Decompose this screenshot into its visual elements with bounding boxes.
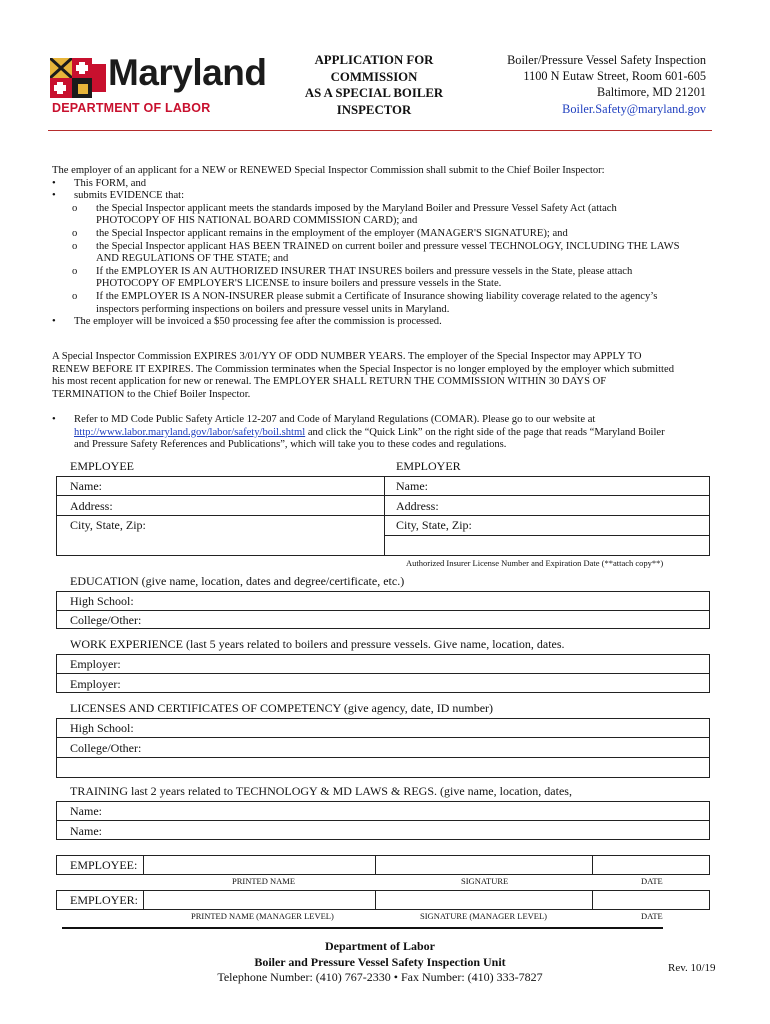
form-title: APPLICATION FOR COMMISSION AS A SPECIAL BOILER INSPECTOR [304,53,444,117]
footer-contact: Telephone Number: (410) 767-2330 • Fax Number: (410) 333-7827 [217,970,543,984]
employee-printed-name-field[interactable] [148,858,370,873]
licenses-extra-field[interactable] [70,760,700,776]
employee-signature-label: EMPLOYEE: [70,858,138,872]
employee-city-field[interactable]: City, State, Zip: [70,518,146,532]
work-experience-header: WORK EXPERIENCE (last 5 years related to boilers and pressure vessels. Give name, location, dates. [70,637,565,651]
logo-department: DEPARTMENT OF LABOR [52,101,211,115]
licenses-header: LICENSES AND CERTIFICATES OF COMPETENCY (give agency, date, ID number) [70,701,494,715]
bullet-icon: • [52,190,56,202]
expiry-paragraph: A Special Inspector Commission EXPIRES 3/01/YY OF ODD NUMBER YEARS. The employer of the Special Inspector may APPLY TO [52,351,642,362]
sub-bullet-icon: o [72,240,78,252]
sub-bullet-icon: o [72,265,78,277]
footer-divider [62,927,663,929]
employee-name-field[interactable]: Name: [70,479,102,493]
maryland-logo [50,52,270,122]
work-employer-field-1[interactable]: Employer: [70,657,121,671]
education-header: EDUCATION (give name, location, dates and degree/certificate, etc.) [70,574,405,588]
sub-bullet-icon: o [72,202,78,214]
maryland-flag-icon [50,58,106,100]
email-link[interactable]: Boiler.Safety@maryland.gov [562,101,706,116]
training-name-field-1[interactable]: Name: [70,804,102,818]
bullet-icon: • [52,414,56,425]
employer-address-field[interactable]: Address: [396,499,439,513]
employee-date-field[interactable] [597,858,705,873]
signature-caption: SIGNATURE [461,876,509,886]
employer-date-field[interactable] [597,893,705,908]
license-number-field[interactable] [396,538,706,554]
intro-lead: The employer of an applicant for a NEW or RENEWED Special Inspector Commission shall submit to the Chief Boiler Inspector: [52,165,605,176]
employer-signature-label: EMPLOYER: [70,893,139,907]
licenses-college-field[interactable]: College/Other: [70,741,142,755]
sub-bullet-icon: o [72,228,78,239]
website-link[interactable]: http://www.labor.maryland.gov/labor/safety/boil.shtml [74,426,306,438]
licenses-high-school-field[interactable]: High School: [70,721,134,735]
signature-manager-caption: SIGNATURE (MANAGER LEVEL) [420,911,548,921]
license-note: Authorized Insurer License Number and Expiration Date (**attach copy**) [406,558,664,568]
education-college-field[interactable]: College/Other: [70,613,142,627]
work-employer-field-2[interactable]: Employer: [70,677,121,691]
printed-name-manager-caption: PRINTED NAME (MANAGER LEVEL) [191,911,334,921]
training-name-field-2[interactable]: Name: [70,824,102,838]
employee-header: EMPLOYEE [70,459,134,473]
employer-name-field[interactable]: Name: [396,479,428,493]
footer-unit: Boiler and Pressure Vessel Safety Inspection Unit [254,954,506,969]
employer-city-field[interactable]: City, State, Zip: [396,518,472,532]
header-divider [48,130,712,131]
logo-wordmark: Maryland [108,52,267,93]
bullet-icon: • [52,316,56,328]
employer-signature-field[interactable] [380,893,588,908]
bullet-icon: • [52,177,56,189]
employer-header: EMPLOYER [396,459,461,473]
revision-label: Rev. 10/19 [668,962,716,974]
education-high-school-field[interactable]: High School: [70,594,134,608]
date-caption: DATE [641,876,663,886]
training-header: TRAINING last 2 years related to TECHNOLOGY & MD LAWS & REGS. (give name, location, dates, [70,784,572,798]
employer-printed-name-field[interactable] [148,893,370,908]
date-caption: DATE [641,911,663,921]
employee-address-field[interactable]: Address: [70,499,113,513]
office-address: Boiler/Pressure Vessel Safety Inspection 1100 N Eutaw Street, Room 601-605 Baltimore, MD 21201 Boiler.Safety@maryland.gov [507,53,706,116]
printed-name-caption: PRINTED NAME [232,876,296,886]
employee-signature-field[interactable] [380,858,588,873]
footer [180,939,580,986]
footer-department: Department of Labor [325,939,435,953]
sub-bullet-icon: o [72,291,78,302]
